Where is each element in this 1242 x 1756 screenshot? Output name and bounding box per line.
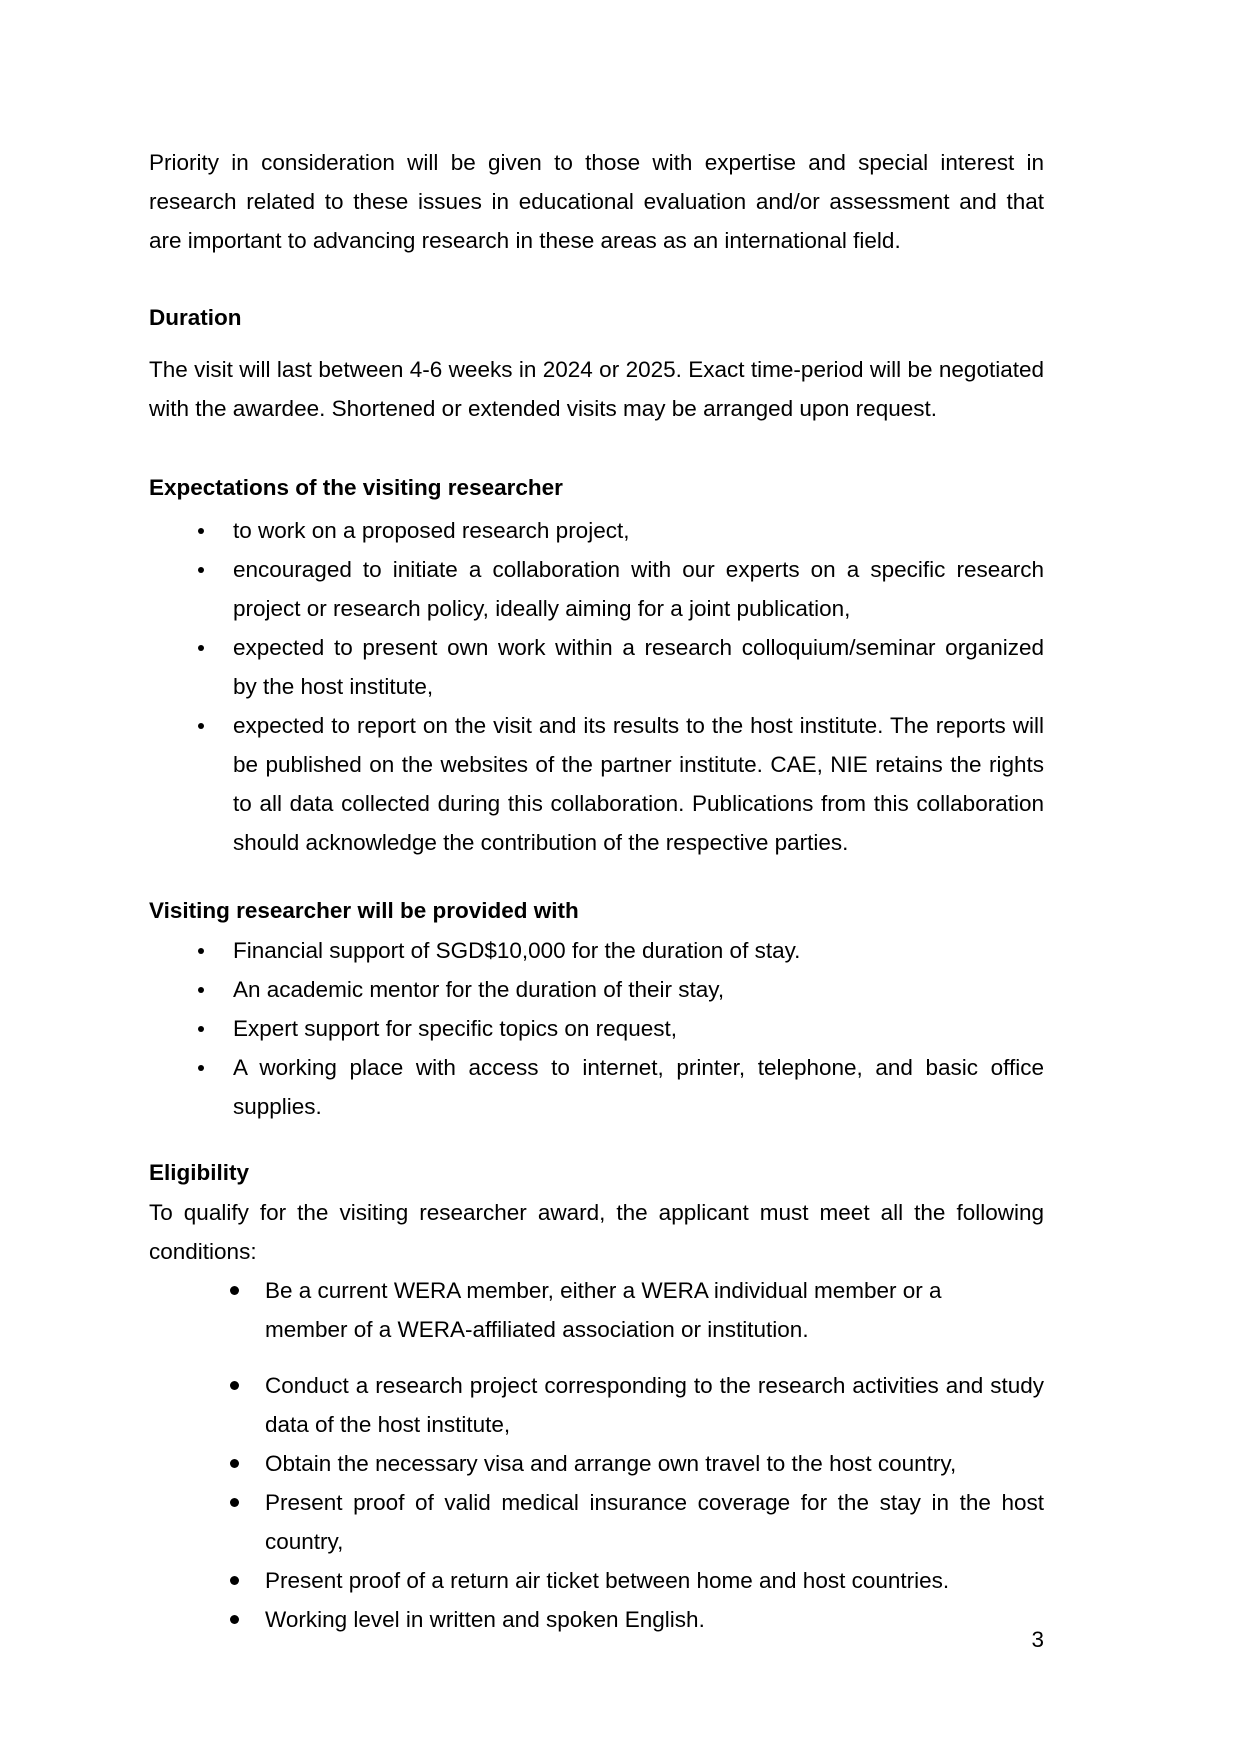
list-item-line: Working level in written and spoken English.: [265, 1607, 705, 1632]
section-heading-duration: Duration: [149, 305, 242, 330]
paragraph-line: To qualify for the visiting researcher award, the applicant must meet all the following: [149, 1200, 1044, 1225]
bullet-icon: [230, 1286, 239, 1295]
paragraph-line: are important to advancing research in these areas as an international field.: [149, 228, 901, 253]
list-item: [149, 1483, 1044, 1561]
list-item-line: to all data collected during this collaboration. Publications from this collaboration: [233, 791, 1044, 816]
expectations-bullet-list: [149, 511, 1044, 862]
list-item: [149, 1561, 1044, 1600]
list-item: [149, 1444, 1044, 1483]
bullet-icon: [198, 1026, 204, 1032]
eligibility-bullet-list: [149, 1271, 1044, 1639]
list-item-line: member of a WERA-affiliated association or institution.: [265, 1317, 809, 1342]
section-heading-eligibility: Eligibility: [149, 1160, 250, 1185]
list-item-line: Expert support for specific topics on request,: [233, 1016, 677, 1041]
bullet-icon: [230, 1381, 239, 1390]
bullet-icon: [198, 987, 204, 993]
paragraph-line: Priority in consideration will be given to those with expertise and special interest in: [149, 150, 1044, 175]
bullet-icon: [230, 1498, 239, 1507]
list-item: [149, 550, 1044, 628]
bullet-icon: [230, 1615, 239, 1624]
list-item-line: Present proof of valid medical insurance coverage for the stay in the host: [265, 1490, 1044, 1515]
paragraph-line: conditions:: [149, 1239, 257, 1264]
list-item-line: to work on a proposed research project,: [233, 518, 630, 543]
list-item: [149, 931, 1044, 970]
list-item-line: An academic mentor for the duration of their stay,: [233, 977, 725, 1002]
section-heading-expectations: Expectations of the visiting researcher: [149, 475, 563, 500]
list-item: [149, 1366, 1044, 1444]
list-item-line: country,: [265, 1529, 344, 1554]
page-number: 3: [1031, 1627, 1044, 1652]
bullet-icon: [230, 1459, 239, 1468]
bullet-icon: [198, 645, 204, 651]
bullet-icon: [198, 1065, 204, 1071]
list-item: [149, 511, 1044, 550]
list-item-line: expected to present own work within a research colloquium/seminar organized: [233, 635, 1044, 660]
list-item: [149, 628, 1044, 706]
list-item: [149, 970, 1044, 1009]
paragraph-line: The visit will last between 4-6 weeks in 2024 or 2025. Exact time-period will be negotiated: [149, 357, 1044, 382]
list-item: [149, 1600, 1044, 1639]
bullet-icon: [198, 528, 204, 534]
list-item-line: expected to report on the visit and its results to the host institute. The reports will: [233, 713, 1044, 738]
list-item: [149, 1009, 1044, 1048]
section-heading-provided: Visiting researcher will be provided with: [149, 898, 579, 923]
list-item-line: should acknowledge the contribution of the respective parties.: [233, 830, 849, 855]
paragraph-line: with the awardee. Shortened or extended visits may be arranged upon request.: [149, 396, 937, 421]
list-item: [149, 1271, 1044, 1349]
bullet-icon: [198, 948, 204, 954]
eligibility-paragraph: [149, 1193, 1044, 1271]
list-item-line: Conduct a research project corresponding to the research activities and study: [265, 1373, 1044, 1398]
list-item: [149, 706, 1044, 862]
list-item-line: supplies.: [233, 1094, 322, 1119]
list-item-line: by the host institute,: [233, 674, 434, 699]
list-item-line: A working place with access to internet, printer, telephone, and basic office: [233, 1055, 1044, 1080]
list-item-line: Financial support of SGD$10,000 for the duration of stay.: [233, 938, 801, 963]
list-item-line: Be a current WERA member, either a WERA individual member or a: [265, 1278, 942, 1303]
list-item-line: project or research policy, ideally aiming for a joint publication,: [233, 596, 851, 621]
list-item-line: Present proof of a return air ticket between home and host countries.: [265, 1568, 950, 1593]
list-item-line: data of the host institute,: [265, 1412, 511, 1437]
paragraph-line: research related to these issues in educational evaluation and/or assessment and that: [149, 189, 1044, 214]
list-item-line: encouraged to initiate a collaboration with our experts on a specific research: [233, 557, 1044, 582]
bullet-icon: [198, 567, 204, 573]
list-item-line: be published on the websites of the partner institute. CAE, NIE retains the rights: [233, 752, 1044, 777]
provided-bullet-list: [149, 931, 1044, 1126]
list-item-line: Obtain the necessary visa and arrange own travel to the host country,: [265, 1451, 957, 1476]
intro-paragraph: [149, 143, 1044, 260]
bullet-icon: [230, 1576, 239, 1585]
list-item: [149, 1048, 1044, 1126]
duration-paragraph: [149, 350, 1044, 428]
bullet-icon: [198, 723, 204, 729]
